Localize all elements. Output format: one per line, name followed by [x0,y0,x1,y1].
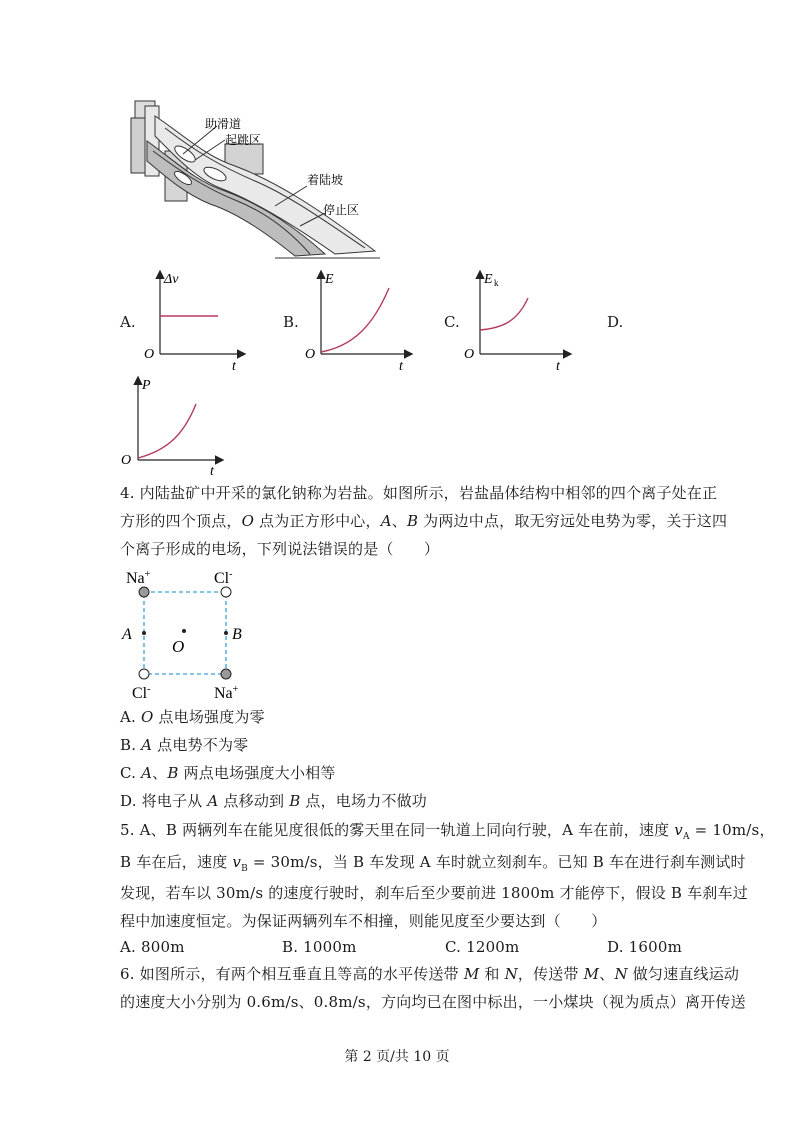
graph-c-origin: O [464,347,475,362]
graph-b-origin: O [305,347,316,362]
ion-bottom-left [139,669,149,679]
label-takeoff-zone: 起跳区 [225,133,262,147]
graph-a-origin: O [144,347,155,362]
label-a: A [122,626,132,643]
q5-line2: B 车在后，速度 $v_B = 30m/s$，当 B 车发现 A 车时就立刻刹车。已知 B 车在进行刹车测试时 [120,853,746,874]
q6-line2: 的速度大小分别为 0.6m/s、0.8m/s，方向均已在图中标出，一小煤块（视为质点）离开传送 [120,993,746,1011]
graph-a-ylabel: Δv [164,272,179,287]
graph-c-ylabel-sub: k [494,278,499,288]
ion-top-left-label: Na+ [126,569,151,587]
point-o [182,629,186,633]
ion-top-left [139,587,149,597]
q4-line3: 个离子形成的电场，下列说法错误的是（ ） [120,540,440,558]
graph-b-ylabel: E [325,272,334,287]
ski-jump-figure [125,96,385,262]
graph-b-xlabel: t [399,359,403,374]
curve-d [138,404,196,458]
q5-line4: 程中加速度恒定。为保证两辆列车不相撞，则能见度至少要达到（ ） [120,912,607,930]
q4-option-c: C. A、B 两点电场强度大小相等 [120,764,336,782]
graph-b-energy [303,266,417,374]
graph-c-kinetic-energy [462,266,576,374]
option-b-letter: B. [283,313,299,331]
q5-option-b: B. 1000m [282,938,357,956]
q4-option-a: A. O 点电场强度为零 [120,708,265,726]
graph-d-ylabel: P [142,378,151,393]
curve-c [480,298,528,330]
curve-b [321,288,389,352]
ion-bottom-left-label: Cl- [132,684,151,702]
graph-c-ylabel: E [484,272,493,287]
q5-line1: 5. A、B 两辆列车在能见度很低的雾天里在同一轨道上同向行驶，A 车在前，速度 $v_A = 10m/s$， [120,821,775,842]
q4-option-d: D. 将电子从 A 点移动到 B 点，电场力不做功 [120,792,428,810]
page-footer: 第 2 页/共 10 页 [344,1049,450,1065]
option-d-letter: D. [607,313,624,331]
q5-line3: 发现，若车以 30m/s 的速度行驶时，刹车后至少要前进 1800m 才能停下，假设 B 车刹车过 [120,884,748,902]
label-b: B [232,626,242,643]
ion-top-right-label: Cl- [214,569,233,587]
label-landing-slope: 着陆坡 [307,173,344,187]
graph-c-xlabel: t [556,359,560,374]
label-o: O [172,637,185,656]
graph-a-xlabel: t [232,359,236,374]
q4-line2: 方形的四个顶点，O 点为正方形中心，A、B 为两边中点，取无穷远处电势为零，关于这四 [120,512,728,530]
q5-option-c: C. 1200m [445,938,520,956]
option-c-letter: C. [444,313,460,331]
label-stop-zone: 停止区 [323,203,360,217]
q4-line1: 4. 内陆盐矿中开采的氯化钠称为岩盐。如图所示，岩盐晶体结构中相邻的四个离子处在正 [120,484,718,502]
q4-option-b: B. A 点电势不为零 [120,736,249,754]
point-a [142,631,146,635]
q5-option-a: A. 800m [120,938,185,956]
label-assist-slope: 助滑道 [205,117,242,131]
q5-option-d: D. 1600m [607,938,683,956]
graph-d-origin: O [121,453,132,468]
ion-bottom-right-label: Na+ [214,684,239,702]
graph-d-power [118,372,230,478]
graph-d-xlabel: t [210,464,214,478]
option-a-letter: A. [120,313,136,331]
rock-salt-diagram [118,564,258,704]
ion-top-right [221,587,231,597]
ion-bottom-right [221,669,231,679]
point-b [224,631,228,635]
graph-a-delta-v [140,266,250,374]
q6-line1: 6. 如图所示，有两个相互垂直且等高的水平传送带 M 和 N，传送带 M、N 做匀速直线运动 [120,965,740,983]
